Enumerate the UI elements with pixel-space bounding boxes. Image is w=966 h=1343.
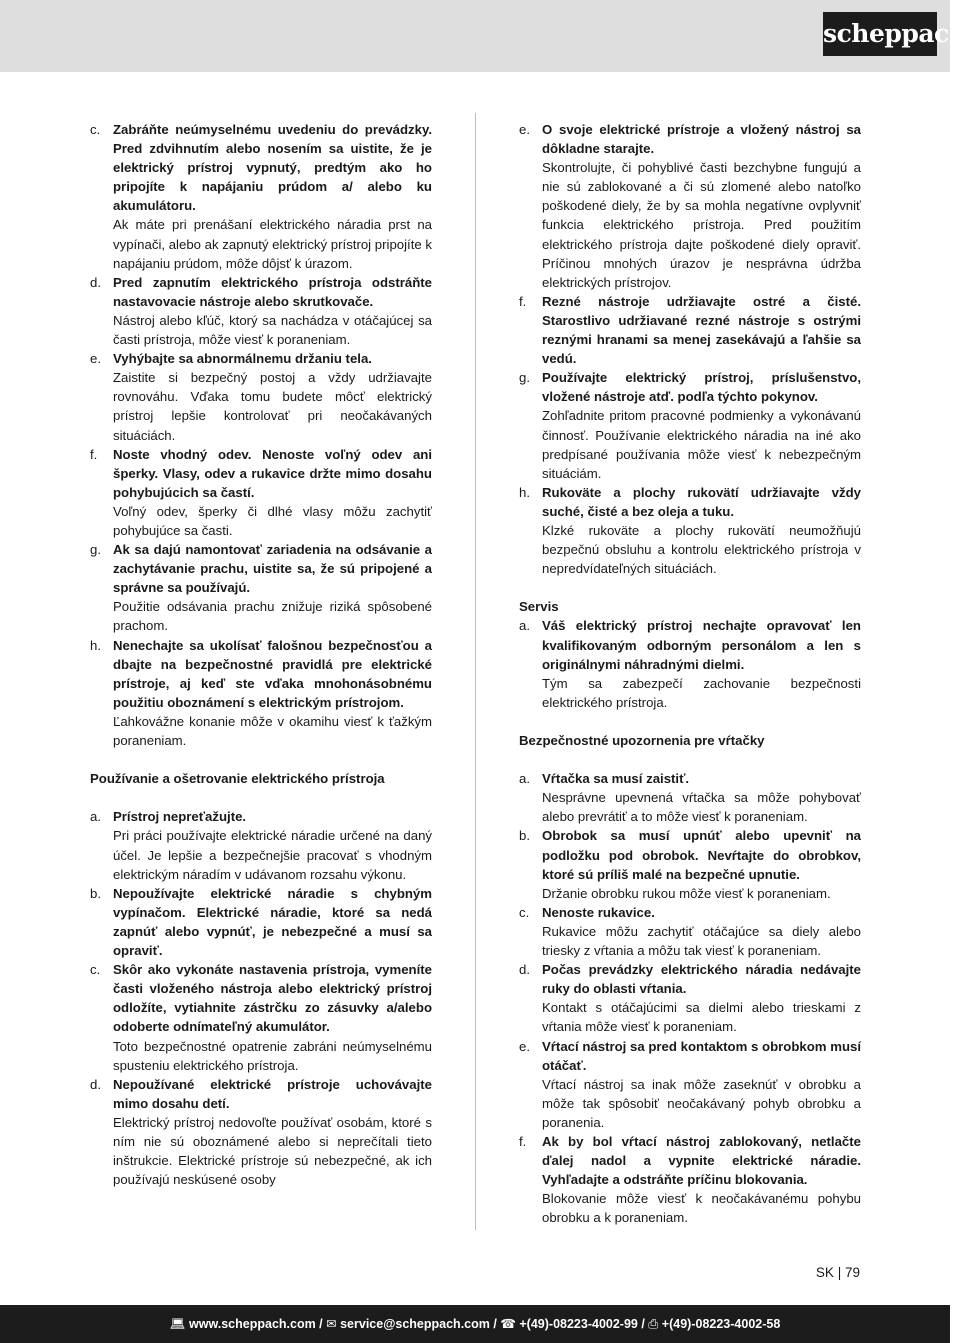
item-marker: d. xyxy=(519,962,530,978)
item-heading: Prístroj nepreťažujte. xyxy=(113,809,247,825)
phone-icon: ☎ xyxy=(500,1317,516,1331)
list-item xyxy=(90,445,432,540)
header-band xyxy=(0,0,950,72)
servis-list xyxy=(519,616,861,711)
item-marker: e. xyxy=(90,351,101,367)
item-marker: g. xyxy=(519,370,530,386)
item-heading: Noste vhodný odev. Nenoste voľný odev ani šperky. Vlasy, odev a rukavice držte mimo dosahu pohybujúcich sa častí. xyxy=(113,446,432,500)
page-separator: | xyxy=(837,1265,842,1280)
left-top-list xyxy=(90,120,432,750)
column-divider xyxy=(475,113,476,1230)
item-text: Kontakt s otáčajúcimi sa dielmi alebo trieskami z vŕtania môže viesť k poraneniam. xyxy=(542,1000,861,1035)
mail-icon: ✉ xyxy=(326,1317,337,1331)
list-item xyxy=(90,636,432,751)
item-marker: c. xyxy=(90,122,101,137)
item-heading: Pred zapnutím elektrického prístroja odstráňte nastavovacie nástroje alebo skrutkovače. xyxy=(113,274,432,309)
item-text: Skontrolujte, či pohyblivé časti bezchybne fungujú a nie sú zablokované a či sú zlomené alebo natoľko poškodené diely, že by sa mohla negatívne ovplyvniť funkcia elektrického prístroja. Pred použitím elektrického prístroja dajte poškodené diely opraviť. Príčinou mnohých úrazov je nesprávna údržba elektrických prístrojov. xyxy=(542,160,861,290)
scheppach-logo: scheppach xyxy=(823,12,937,56)
item-heading: Ak by bol vŕtací nástroj zablokovaný, netlačte ďalej nadol a vypnite elektrické náradie. Vyhľadajte a odstráňte príčinu blokovania. xyxy=(542,1133,861,1188)
list-item xyxy=(519,368,861,483)
item-marker: a. xyxy=(90,809,101,825)
page-lang: SK xyxy=(815,1265,834,1280)
item-marker: f. xyxy=(519,1133,527,1149)
item-marker: d. xyxy=(90,1076,101,1092)
item-text: Nástroj alebo kľúč, ktorý sa nachádza v otáčajúcej sa časti prístroja, môže viesť k poraneniam. xyxy=(113,312,432,348)
footer-mail[interactable]: service@scheppach.com / xyxy=(340,1317,497,1331)
item-text: Blokovanie môže viesť k neočakávanému pohybu obrobku a k poraneniam. xyxy=(542,1191,861,1226)
item-text: Toto bezpečnostné opatrenie zabráni neúmyselnému spusteniu elektrického prístroja. xyxy=(113,1038,432,1073)
list-item xyxy=(519,960,861,1036)
footer-phone: +(49)-08223-4002-99 / xyxy=(519,1317,645,1331)
item-marker: c. xyxy=(90,962,101,978)
item-heading: Nepoužívané elektrické prístroje uchovávajte mimo dosahu detí. xyxy=(113,1076,432,1111)
item-text: Ľahkovážne konanie môže v okamihu viesť k ťažkým poraneniam. xyxy=(113,713,432,748)
list-item xyxy=(90,120,432,273)
item-marker: c. xyxy=(519,904,530,920)
list-item xyxy=(519,1132,861,1227)
page-number xyxy=(780,1265,860,1280)
list-item xyxy=(519,903,861,960)
item-text: Voľný odev, šperky či dlhé vlasy môžu zachytiť pohybujúce sa časti. xyxy=(113,503,432,538)
footer-web[interactable]: www.scheppach.com / xyxy=(189,1317,323,1331)
item-marker: e. xyxy=(519,1038,530,1054)
drill-list xyxy=(519,769,861,1227)
item-text: Ak máte pri prenášaní elektrického náradia prst na vypínači, alebo ak zapnutý elektrický prístroj pripojíte k napájaniu prúdom, môže dôjsť k úrazom. xyxy=(113,217,432,271)
list-item xyxy=(90,807,432,883)
item-heading: Vŕtací nástroj sa pred kontaktom s obrobkom musí otáčať. xyxy=(542,1038,861,1073)
item-heading: Zabráňte neúmyselnému uvedeniu do prevádzky. Pred zdvihnutím alebo nosením sa uistite, že je elektrický prístroj vypnutý, predtým ako ho pripojíte k napájaniu prúdom a/ alebo ku akumulátoru. xyxy=(113,122,432,214)
item-heading: Nenechajte sa ukolísať falošnou bezpečnosťou a dbajte na bezpečnostné pravidlá pre elektrické prístroje, aj keď ste vďaka mnohonásobnému použitiu oboznámení s elektrickým prístrojom. xyxy=(113,637,432,710)
fax-icon: ⎙ xyxy=(648,1317,659,1331)
item-marker: f. xyxy=(90,446,98,462)
item-text: Rukavice môžu zachytiť otáčajúce sa diely alebo triesky z vŕtania a môžu tak viesť k poraneniam. xyxy=(542,923,861,959)
left-column xyxy=(90,120,432,1189)
list-item xyxy=(519,616,861,711)
list-item xyxy=(90,349,432,444)
list-item xyxy=(519,483,861,578)
list-item xyxy=(90,960,432,1075)
item-heading: Nepoužívajte elektrické náradie s chybným vypínačom. Elektrické náradie, ktoré sa nedá zapnúť alebo vypnúť, je nebezpečné a musí sa opraviť. xyxy=(113,885,432,959)
list-item xyxy=(90,540,432,635)
item-marker: b. xyxy=(519,828,530,844)
item-text: Elektrický prístroj nedovoľte používať osobám, ktoré s ním nie sú oboznámené alebo si neprečítali tieto inštrukcie. Elektrické prístroje sú nebezpečné, ak ich používajú neskúsené osoby xyxy=(113,1114,432,1188)
item-heading: Nenoste rukavice. xyxy=(542,904,655,920)
item-marker: e. xyxy=(519,122,530,137)
right-column xyxy=(519,120,861,1227)
item-text: Použitie odsávania prachu znižuje riziká spôsobené prachom. xyxy=(113,599,432,634)
list-item xyxy=(90,1075,432,1190)
list-item xyxy=(519,769,861,826)
section-title-servis: Servis xyxy=(519,599,559,615)
item-heading: Používajte elektrický prístroj, príslušenstvo, vložené nástroje atď. podľa týchto pokynov. xyxy=(542,370,861,405)
list-item xyxy=(519,292,861,368)
footer-fax: +(49)-08223-4002-58 xyxy=(661,1317,781,1331)
item-text: Tým sa zabezpečí zachovanie bezpečnosti elektrického prístroja. xyxy=(542,675,861,710)
item-marker: d. xyxy=(90,274,101,290)
item-heading: Vyhýbajte sa abnormálnemu držaniu tela. xyxy=(113,351,372,367)
item-marker: g. xyxy=(90,542,101,558)
list-item xyxy=(519,120,861,292)
list-item xyxy=(519,1037,861,1132)
section-title-drills: Bezpečnostné upozornenia pre vŕtačky xyxy=(519,733,765,748)
item-marker: a. xyxy=(519,618,530,634)
left-bottom-list xyxy=(90,807,432,1189)
item-text: Pri práci používajte elektrické náradie určené na daný účel. Je lepšie a bezpečnejšie pracovať s vhodným elektrickým náradím v udávanom rozsahu výkonu. xyxy=(113,828,432,882)
item-marker: a. xyxy=(519,771,530,787)
item-text: Vŕtací nástroj sa inak môže zaseknúť v obrobku a môže tak spôsobiť neočakávaný pohyb obrobku a poranenia. xyxy=(542,1076,861,1130)
item-marker: h. xyxy=(519,484,530,500)
item-text: Zohľadnite pritom pracovné podmienky a vykonávanú činnosť. Používanie elektrického náradia na iné ako predpísané používania môže viesť k nebezpečným situáciám. xyxy=(542,408,861,481)
item-heading: Váš elektrický prístroj nechajte opravovať len kvalifikovaným odborným personálom a len s originálnymi náhradnými dielmi. xyxy=(542,618,861,672)
item-heading: Rezné nástroje udržiavajte ostré a čisté. Starostlivo udržiavané rezné nástroje s ostrými reznými hranami sa menej zasekávajú a ľahšie sa vedú. xyxy=(542,293,861,367)
item-heading: Rukoväte a plochy rukovätí udržiavajte vždy suché, čisté a bez oleja a tuku. xyxy=(542,484,861,519)
item-marker: f. xyxy=(519,293,527,309)
page-number-value: 79 xyxy=(844,1265,860,1280)
item-heading: Skôr ako vykonáte nastavenia prístroja, vymeníte časti vloženého nástroja alebo elektrický prístroj odložíte, vytiahnite zástrčku zo zásuvky a/alebo odoberte odnímateľný akumulátor. xyxy=(113,962,432,1035)
laptop-icon: 💻︎ xyxy=(169,1317,186,1331)
list-item xyxy=(90,884,432,960)
right-top-list xyxy=(519,120,861,578)
item-marker: b. xyxy=(90,885,101,901)
item-heading: Ak sa dajú namontovať zariadenia na odsávanie a zachytávanie prachu, uistite sa, že sú pripojené a správne sa používajú. xyxy=(113,542,432,596)
item-text: Zaistite si bezpečný postoj a vždy udržiavajte rovnováhu. Vďaka tomu budete môcť elektrický prístroj lepšie kontrolovať pri neočakávaných situáciách. xyxy=(113,370,432,443)
footer-contact-bar xyxy=(0,1305,950,1343)
list-item xyxy=(90,273,432,349)
item-heading: Vŕtačka sa musí zaistiť. xyxy=(542,771,690,787)
section-title-usage: Používanie a ošetrovanie elektrického prístroja xyxy=(90,771,385,787)
item-text: Nesprávne upevnená vŕtačka sa môže pohybovať alebo prevrátiť a to môže viesť k poraneniam. xyxy=(542,790,861,825)
item-heading: Počas prevádzky elektrického náradia nedávajte ruky do oblasti vŕtania. xyxy=(542,962,861,997)
item-text: Klzké rukoväte a plochy rukovätí neumožňujú bezpečnú obsluhu a kontrolu elektrického prístroja v nepredvídateľných situáciách. xyxy=(542,522,861,577)
item-heading: Obrobok sa musí upnúť alebo upevniť na podložku pod obrobok. Nevŕtajte do obrobkov, ktoré sú príliš malé na bezpečné upnutie. xyxy=(542,828,861,882)
list-item xyxy=(519,826,861,902)
item-text: Držanie obrobku rukou môže viesť k poraneniam. xyxy=(542,885,831,901)
item-marker: h. xyxy=(90,637,101,653)
item-heading: O svoje elektrické prístroje a vložený nástroj sa dôkladne starajte. xyxy=(542,122,861,157)
